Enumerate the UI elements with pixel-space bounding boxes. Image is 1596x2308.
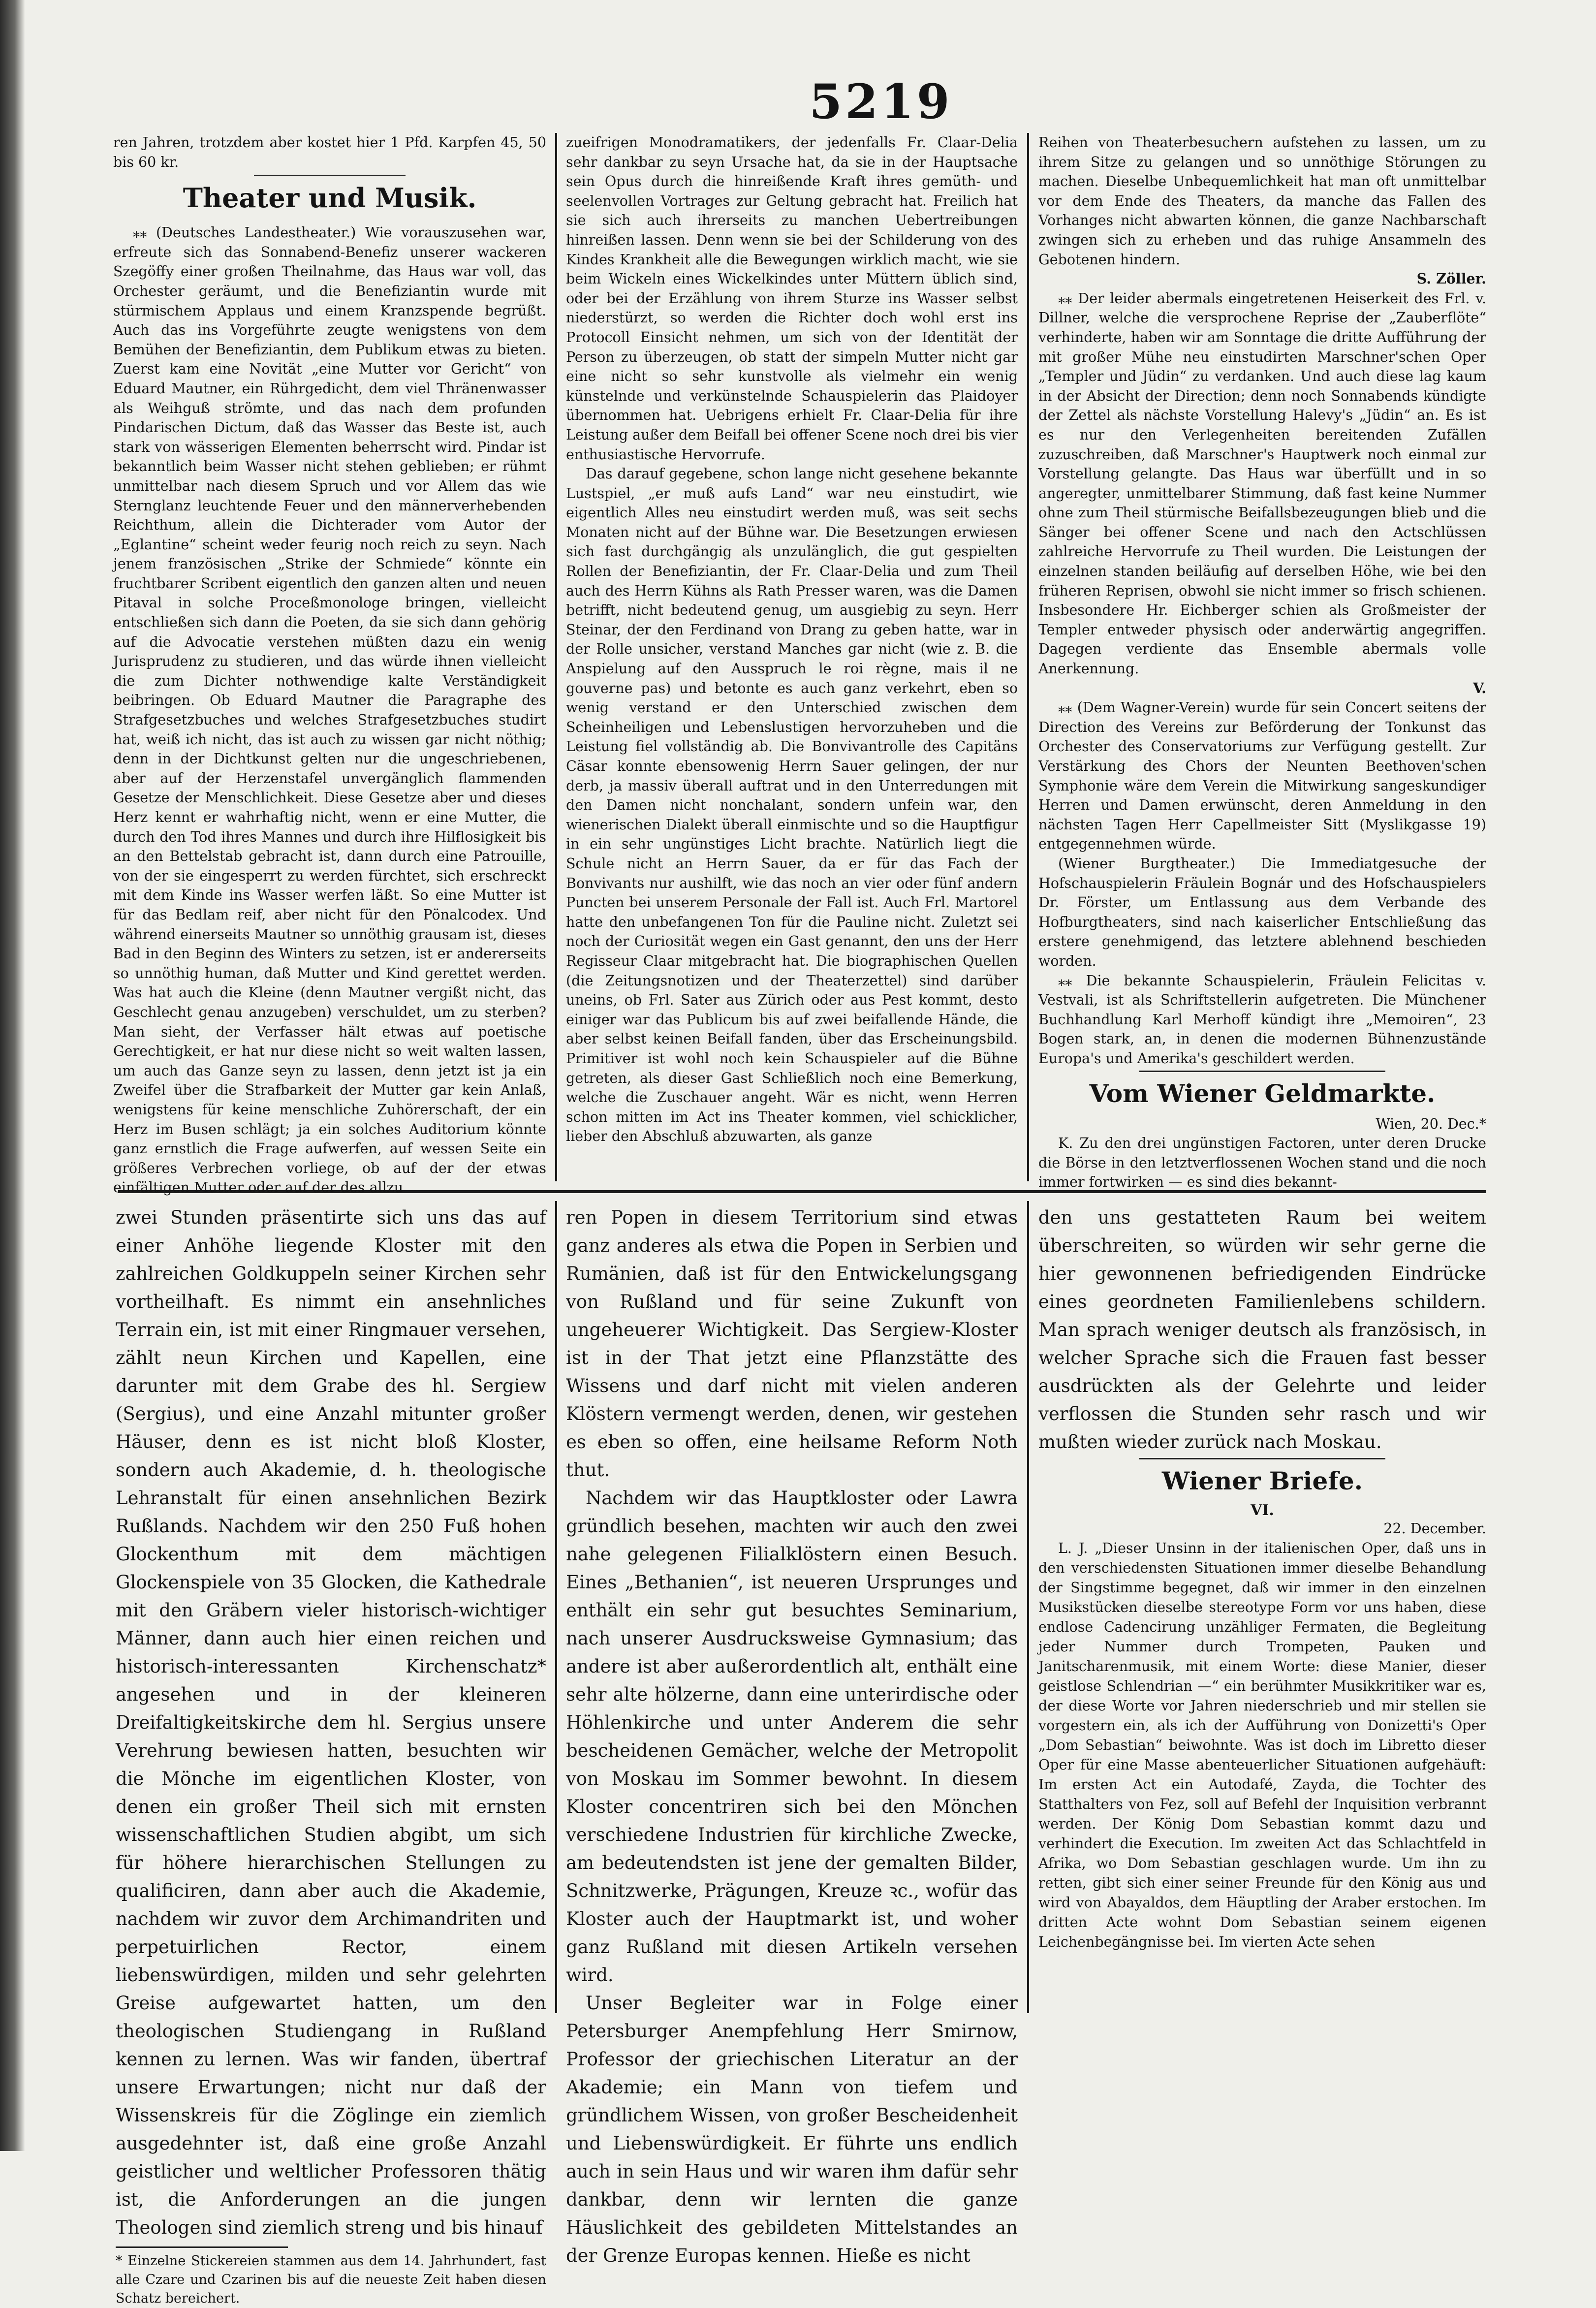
section-heading-wiener-briefe: Wiener Briefe. <box>1161 1466 1363 1495</box>
article-paragraph: K. Zu den drei ungünstigen Factoren, unter deren Drucke die Börse in den letztverflossenen Wochen stand und die noch immer fortwirken — es sind dies bekannt- <box>1038 1135 1486 1191</box>
letter-paragraph: L. J. „Dieser Unsinn in der italienischen Oper, daß uns in den verschiedensten Situationen immer dieselbe Behandlung der Singstimme begegnet, daß wir immer in den einzelnen Musikstücken dieselbe stereotype Form vor uns haben, diese endlose Cadencirung unzähliger Fermaten, die Begleitung jeder Nummer durch Trompeten, Pauken und Janitscharenmusik, mit einem Worte: diese Manier, dieser geistlose Schlendrian —“ ein berühmter Musikkritiker war es, der diese Worte vor Jahren niederschrieb und mir stellen sie vorgestern ein, als ich der Aufführung von Donizetti's Oper „Dom Sebastian“ beiwohnte. Was ist doch im Libretto dieser Oper für eine Masse abenteuerlicher Situationen aufgehäuft: Im ersten Act ein Autodafé, Zayda, die Tochter des Statthalters von Fez, soll auf Befehl der Inquisition verbrannt werden. Der König Dom Sebastian kommt dazu und verhindert die Execution. Im zweiten Act das Schlachtfeld in Afrika, wo Dom Sebastian geschlagen wurde. Um ihn zu retten, gibt sich einer seiner Freunde für den König aus und wird von Abayaldos, dem Häuptling der Araber erstochen. Im dritten Acte wohnt Dom Sebastian seinem eigenen Leichenbegängnisse bei. Im vierten Acte sehen <box>1038 1540 1486 1950</box>
column-rule <box>555 133 557 1181</box>
top-column-2 <box>566 133 1018 1181</box>
feuilleton-tail <box>1038 1203 1486 1456</box>
feuilleton-paragraph: den uns gestatteten Raum bei weitem überschreiten, so würden wir sehr gerne die hier gewonnenen befriedigenden Eindrücke eines geordneten Familienlebens schildern. Man sprach weniger deutsch als französisch, in welcher Sprache sich die Frauen fast besser ausdrückten als der Gelehrte und leider verflossen die Stunden sehr rasch und wir mußten wieder zurück nach Moskau. <box>1038 1207 1486 1453</box>
footnote-rule <box>116 2246 288 2248</box>
article-paragraph: ⁎⁎ Die bekannte Schauspielerin, Fräulein Felicitas v. Vestvali, ist als Schriftstellerin aufgetreten. Die Münchener Buchhandlung Karl Merhoff kündigt ihre „Memoiren“, 23 Bogen stark, an, in denen die modernen Bühnenzustände Europa's und Amerika's geschildert werden. <box>1038 972 1486 1067</box>
feuilleton-paragraph: zwei Stunden präsentirte sich uns das auf einer Anhöhe liegende Kloster mit den zahlreichen Goldkuppeln seiner Kirchen sehr vortheilhaft. Es nimmt ein ansehnliches Terrain ein, ist mit einer Ringmauer versehen, zählt neun Kirchen und Kapellen, eine darunter mit dem Grabe des hl. Sergiew (Sergius), und eine Anzahl mitunter großer Häuser, denn es ist nicht bloß Kloster, sondern auch Akademie, d. h. theologische Lehranstalt für einen ansehnlichen Bezirk Rußlands. Nachdem wir den 250 Fuß hohen Glockenthum mit dem mächtigen Glockenspiele von 35 Glocken, die Kathedrale mit den Gräbern vieler historisch-wichtiger Männer, dann auch hier einen reichen und historisch-interessanten Kirchenschatz* angesehen und in der kleineren Dreifaltigkeitskirche dem hl. Sergius unsere Verehrung bewiesen hatten, besuchten wir die Mönche im eigentlichen Kloster, von denen ein großer Theil sich mit ernsten wissenschaftlichen Studien abgibt, um sich für höhere hierarchischen Stellungen zu qualificiren, dann aber auch die Akademie, nachdem wir zuvor dem Archimandriten und perpetuirlichen Rector, einem liebenswürdigen, milden und sehr gelehrten Greise aufgewartet hatten, um den theologischen Studiengang in Rußland kennen zu lernen. Was wir fanden, übertraf unsere Erwartungen; nicht nur daß der Wissenskreis für die Zöglinge ein ziemlich ausgedehnter ist, daß eine große Anzahl geistlicher und weltlicher Professoren thätig ist, die Anforderungen an die jungen Theologen sind ziemlich streng und bis hinauf <box>116 1207 546 2238</box>
top-column-1 <box>113 133 546 1196</box>
bottom-column-1 <box>116 1203 546 2306</box>
feuilleton-paragraph: Unser Begleiter war in Folge einer Petersburger Anempfehlung Herr Smirnow, Professor der griechischen Literatur an der Akademie; ein Mann von tiefem und gründlichem Wissen, von großer Bescheidenheit und Liebenswürdigkeit. Er führte uns endlich auch in sein Haus und wir waren ihm dafür sehr dankbar, denn wir lernten die ganze Häuslichkeit des gebildeten Mittelstandes an der Grenze Europas kennen. Hieße es nicht <box>566 1992 1018 2266</box>
page-number: 5219 <box>809 74 953 129</box>
letter-numeral: VI. <box>1251 1502 1274 1519</box>
section-heading-geldmarkt: Vom Wiener Geldmarkte. <box>1089 1078 1436 1108</box>
newspaper-page <box>34 0 1596 2306</box>
article-paragraph: Das darauf gegebene, schon lange nicht gesehene bekannte Lustspiel, „er muß aufs Land“ war neu einstudirt, wie eigentlich Alles neu einstudirt werden muß, was seit sechs Monaten nicht auf der Bühne war. Die Besetzungen erwiesen sich fast durchgängig als unzulänglich, die gut gespielten Rollen der Benefiziantin, der Fr. Claar-Delia und zum Theil auch des Herrn Kühns als Rath Presser waren, was die Damen betrifft, nicht bedeutend genug, um ausgiebig zu seyn. Herr Steinar, der den Ferdinand von Drang zu geben hatte, war in der Rolle unsicher, verstand Manches gar nicht (wie z. B. die Anspielung auf den Ausspruch le roi règne, mais il ne gouverne pas) und betonte es auch ganz verkehrt, eben so wenig verstand er den Unterschied zwischen dem Scheinheiligen und Lebenslustigen hervorzuheben und die Leistung fiel vollständig ab. Die Bonvivantrolle des Capitäns Cäsar konnte ebensowenig Herrn Sauer gelingen, der nur derb, ja massiv überall auftrat und in den Unterredungen mit den Damen nicht nonchalant, sondern unfein war, den wienerischen Dialekt überall einmischte und so die Hauptfigur in ein sehr ungünstiges Licht brachte. Natürlich liegt die Schule nicht an Herrn Sauer, da er für das Fach der Bonvivants nur aushilft, wie das noch an vier oder fünf andern Puncten bei unserem Personale der Fall ist. Auch Frl. Martorel hatte den unbefangenen Ton für die Pauline nicht. Zuletzt sei noch der Curiosität wegen ein Gast genannt, den uns der Herr Regisseur Claar mitgebracht hat. Die biographischen Quellen (die Zeitungsnotizen und der Theaterzettel) sind darüber uneins, ob Frl. Sater aus Zürich oder aus Pest kommt, desto einiger war das Publicum bis auf zwei beifallende Hände, die aber selbst keinen Beifall fanden, über das Erscheinungsbild. Primitiver ist wohl noch kein Schauspieler auf die Bühne getreten, als dieser Gast Schließlich noch eine Bemerkung, welche die Zuschauer angeht. Wär es nicht, wenn Herren schon mitten im Act ins Theater kommen, viel schicklicher, lieber den Abschluß abzuwarten, als ganze <box>566 466 1018 1145</box>
column-rule <box>1027 1201 1029 2013</box>
column-rule <box>555 1201 557 2013</box>
ornament-rule <box>1139 1458 1386 1459</box>
letter-body <box>1038 1539 1486 1952</box>
bottom-column-3 <box>1038 1203 1486 2011</box>
section-heading-theater: Theater und Musik. <box>183 182 477 214</box>
article-paragraph: (Wiener Burgtheater.) Die Immediatgesuche der Hofschauspielerin Fräulein Bognár und des Hofschauspielers Dr. Förster, um Entlassung aus dem Verbande des Hofburgtheaters, sind nach kaiserlicher Entschließung das erstere genehmigend, das letztere ablehnend beschieden worden. <box>1038 855 1486 969</box>
ornament-rule <box>1139 1071 1386 1072</box>
article-paragraph: zueifrigen Monodramatikers, der jedenfalls Fr. Claar-Delia sehr dankbar zu seyn Ursache hat, da sie in der Hauptsache sein Opus durch die hinreißende Kraft ihres gemüth- und seelenvollen Vortrages zur Geltung gebracht hat. Freilich hat sie sich auch ihrerseits zu manchen Uebertreibungen hinreißen lassen. Denn wenn sie bei der Schilderung von des Kindes Krankheit alle die Bewegungen wirklich macht, wie sie beim Wickeln eines Wickelkindes unter Müttern üblich sind, oder bei der Erzählung von ihrem Sturze ins Wasser selbst niederstürzt, so werden die Richter doch wohl erst ins Protocoll Einsicht nehmen, um sich von der Identität der Person zu überzeugen, ob statt der simpeln Mutter nicht gar eine nicht so sehr kunstvolle als vielmehr ein wenig künstelnde und verkünstelnde Schauspielerin das Plaidoyer übernommen hat. Uebrigens erhielt Fr. Claar-Delia für ihre Leistung außer dem Beifall bei offener Scene noch drei bis vier enthusiastische Hervorrufe. <box>566 134 1018 463</box>
feuilleton-paragraph: Nachdem wir das Hauptkloster oder Lawra gründlich besehen, machten wir auch den zwei nahe gelegenen Filialklöstern einen Besuch. Eines „Bethanien“, ist neueren Ursprunges und enthält ein sehr gut besuchtes Seminarium, nach unserer Ausdrucksweise Gymnasium; das andere ist aber außerordentlich alt, enthält eine sehr alte hölzerne, dann eine unterirdische oder Höhlenkirche und unter Anderem die sehr bescheidenen Gemächer, welche der Metropolit von Moskau im Sommer bewohnt. In diesem Kloster concentriren sich bei den Mönchen verschiedene Industrien für kirchliche Zwecke, am bedeutendsten ist jene der gemalten Bilder, Schnitzwerke, Prägungen, Kreuze ꝛc., wofür das Kloster auch der Hauptmarkt ist, und woher ganz Rußland mit diesen Artikeln versehen wird. <box>566 1487 1018 1986</box>
top-column-3 <box>1038 133 1486 1191</box>
author-signature: V. <box>1472 679 1486 696</box>
footnote: * Einzelne Stickereien stammen aus dem 14. Jahrhundert, fast alle Czare und Czarinen bis auf die neueste Zeit haben diesen Schatz bereichert. <box>116 2253 546 2306</box>
feuilleton-paragraph: ren Popen in diesem Territorium sind etwas ganz anderes als etwa die Popen in Serbien und Rumänien, daß ist für den Entwickelungsgang von Rußland und für seine Zukunft von ungeheuerer Wichtigkeit. Das Sergiew-Kloster ist in der That jetzt eine Pflanzstätte des Wissens und darf nicht mit vielen anderen Klöstern vermengt werden, denen, wir gestehen es eben so offen, eine heilsame Reform Noth thut. <box>566 1207 1018 1481</box>
column-rule <box>1027 133 1029 1181</box>
letter-date: 22. December. <box>1383 1520 1486 1537</box>
dateline: Wien, 20. Dec.* <box>1376 1115 1486 1132</box>
author-signature: S. Zöller. <box>1416 270 1486 287</box>
article-paragraph: ⁎⁎ Der leider abermals eingetretenen Heiserkeit des Frl. v. Dillner, welche die versprochene Reprise der „Zauberflöte“ verhinderte, haben wir am Sonntage die dritte Aufführung der mit großer Mühe neu einstudirten Marschner'schen Oper „Templer und Jüdin“ zu verdanken. Und auch diese lag kaum in der Absicht der Direction; denn noch Sonnabends kündigte der Zettel als nächste Vorstellung Halevy's „Jüdin“ an. Es ist es nur den Verlegenheiten bereitenden Zufällen zuzuschreiben, daß Marschner's Hauptwerk noch einmal zur Vorstellung gelangte. Das Haus war überfüllt und in so angeregter, unmittelbarer Stimmung, daß fast keine Nummer ohne zum Theil stürmische Beifallsbezeugungen blieb und die Sänger bei offener Scene und nach den Actschlüssen zahlreiche Hervorrufe zu Theil wurden. Die Leistungen der einzelnen standen beiläufig auf derselben Höhe, wie bei den früheren Reprisen, obwohl sie nicht immer so frisch schienen. Insbesondere Hr. Eichberger schien als Großmeister der Templer entweder physisch oder anderwärtig angegriffen. Dagegen verdiente das Ensemble abermals volle Anerkennung. <box>1038 290 1486 677</box>
market-report-tail: ren Jahren, trotzdem aber kostet hier 1 Pfd. Karpfen 45, 50 bis 60 kr. <box>113 134 546 170</box>
scan-binding-shadow <box>0 0 25 2151</box>
ornament-rule <box>254 175 406 176</box>
article-paragraph: Reihen von Theaterbesuchern aufstehen zu lassen, um zu ihrem Sitze zu gelangen und so unnöthige Störungen zu machen. Dieselbe Unbequemlichkeit hat man oft unmittelbar vor dem Ende des Theaters, da manche das Fallen des Vorhanges nicht abwarten können, die ganze Nachbarschaft zwingen sich zu erheben und das ruhige Ansammeln des Gebotenen hindern. <box>1038 134 1486 268</box>
bottom-column-2 <box>566 1203 1018 2266</box>
article-paragraph: ⁎⁎ (Deutsches Landestheater.) Wie vorauszusehen war, erfreute sich das Sonnabend-Benefiz unserer wackeren Szegöffy einer großen Theilnahme, das Haus war voll, das Orchester geräumt, und die Benefiziantin wurde mit stürmischem Applaus und einem Kranzspende begrüßt. Auch das ins Vorgeführte zeugte wenigstens von dem Bemühen der Benefiziantin, dem Publikum etwas zu bieten. Zuerst kam eine Novität „eine Mutter vor Gericht“ von Eduard Mautner, ein Rührgedicht, dem viel Thränenwasser als Weihguß strömte, und das nach dem profunden Pindarischen Dictum, daß das Wasser das Beste ist, auch stark von wässerigen Elementen beherrscht wird. Pindar ist bekanntlich beim Wasser nicht stehen geblieben; er rühmt unmittelbar nach diesem Spruch und vor Allem das wie Sternglanz leuchtende Feuer und den männerverhebenden Reichthum, allein die Dichterader vom Autor der „Eglantine“ scheint weder feurig noch reich zu seyn. Nach jenem französischen „Strike der Schmiede“ könnte ein fruchtbarer Scribent eigentlich den ganzen alten und neuen Pitaval in solche Proceßmonologe bringen, vielleicht entschließen sich dann die Poeten, da sie sich dann gehörig auf die Advocatie verstehen müßten dazu ein wenig Jurisprudenz zu studieren, und das würde ihnen vielleicht die zum Dichter nothwendige kalte Verständigkeit beibringen. Ob Eduard Mautner die Paragraphe des Strafgesetzbuches und welches Strafgesetzbuches studirt hat, weiß ich nicht, das ist auch zu wissen gar nicht nöthig; denn in der Dichtkunst gelten nur die ungeschriebenen, aber auf der Herzenstafel unvergänglich flammenden Gesetze der Menschlichkeit. Diese Gesetze aber und dieses Herz kennt er wahrhaftig nicht, wenn er eine Mutter, die durch den Tod ihres Mannes und durch ihre Hilflosigkeit bis an den Bettelstab gebracht ist, dann durch eine Patrouille, von der sie eingesperrt zu werden fürchtet, sich erschreckt mit dem Kinde ins Wasser werfen läßt. So eine Mutter ist für das Bedlam reif, aber nicht für den Pönalcodex. Und während einerseits Mautner so unnöthig grausam ist, dieses Bad in den Beginn des Winters zu setzen, ist er andererseits so unnöthig human, daß Mutter und Kind gerettet werden. Was hat auch die Kleine (denn Mautner vergißt nicht, das Geschlecht genau anzugeben) verschuldet, um zu sterben? Man sieht, der Verfasser hält etwas auf poetische Gerechtigkeit, er hat nur diese nicht so weit walten lassen, um auch das Ganze seyn zu lassen, denn jetzt ist ja ein Zweifel über die Strafbarkeit der Mutter gar kein Anlaß, wenigstens für keine menschliche Zuhörerschaft, der ein Herz im Busen schlägt; ja ein solches Auditorium könnte ganz ernstlich die Frage aufwerfen, auf wessen Seite ein größeres Verbrechen vorliege, ob auf der der etwas einfältigen Mutter oder auf der des allzu <box>113 224 546 1196</box>
article-paragraph: ⁎⁎ (Dem Wagner-Verein) wurde für sein Concert seitens der Direction des Vereins zur Beförderung der Tonkunst das Orchester des Conservatoriums zur Verfügung gestellt. Zur Verstärkung des Chors der Neunten Beethoven'schen Symphonie wäre dem Verein die Mitwirkung sangeskundiger Herren und Damen erwünscht, deren Anmeldung in den nächsten Tagen Herr Capellmeister Sitt (Myslikgasse 19) entgegennehmen würde. <box>1038 699 1486 853</box>
